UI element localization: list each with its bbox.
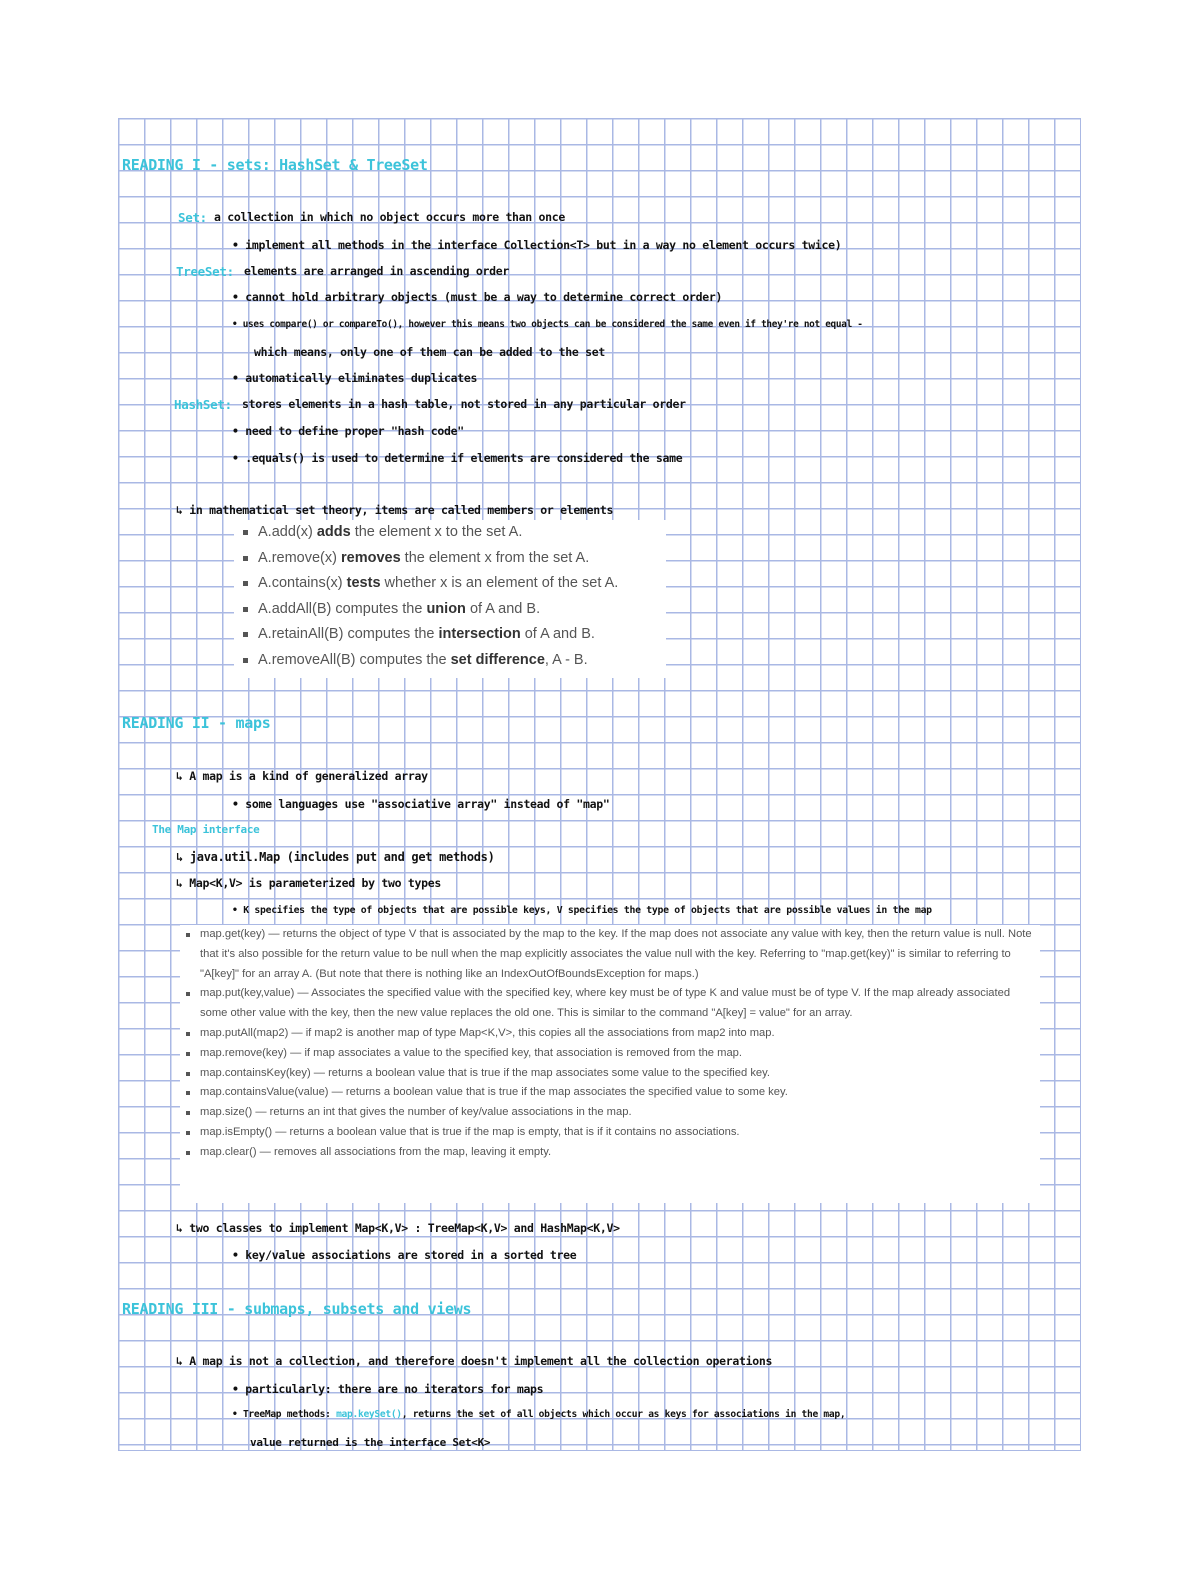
math-set-theory-note: ↳ in mathematical set theory, items are called members or elements (176, 503, 614, 517)
hashset-definition: stores elements in a hash table, not stored in any particular order (242, 397, 686, 411)
reading-2-heading: READING II - maps (122, 714, 271, 732)
set-operations-list (234, 520, 666, 678)
keyset-description: , returns the set of all objects which occur as keys for associations in the map, (401, 1409, 846, 1420)
map-interface-line-1: ↳ java.util.Map (includes put and get methods) (176, 850, 495, 864)
map-op-containsvalue: map.containsValue(value) — returns a boolean value that is true if the map associates the specified value to some key. (180, 1083, 1040, 1103)
map-op-remove: map.remove(key) — if map associates a value to the specified key, that association is removed from the map. (180, 1044, 1040, 1064)
treeset-definition: elements are arranged in ascending order (244, 264, 509, 278)
map-op-containskey: map.containsKey(key) — returns a boolean value that is true if the map associates some value to the specified key. (180, 1064, 1040, 1084)
set-op-retainall: A.retainAll(B) computes the intersection of A and B. (234, 622, 666, 648)
treeset-bullet-2: • uses compare() or compareTo(), however this means two objects can be considered the same even if they're not equal - (232, 319, 863, 330)
treeset-bullet-2-cont: which means, only one of them can be added to the set (254, 345, 606, 359)
map-interface-label: The Map interface (152, 823, 260, 836)
map-classes-bullet: • key/value associations are stored in a sorted tree (232, 1248, 577, 1262)
treeset-bullet-1: • cannot hold arbitrary objects (must be a way to determine correct order) (232, 290, 723, 304)
map-op-size: map.size() — returns an int that gives the number of key/value associations in the map. (180, 1103, 1040, 1123)
reading-3-line-1: ↳ A map is not a collection, and therefore doesn't implement all the collection operations (176, 1354, 773, 1368)
set-note: • implement all methods in the interface Collection<T> but in a way no element occurs twice) (232, 238, 842, 252)
map-intro-bullet: • some languages use "associative array" instead of "map" (232, 797, 610, 811)
reading-3-bullet-2-cont: value returned is the interface Set<K> (250, 1436, 491, 1449)
reading-3-bullet-1: • particularly: there are no iterators for maps (232, 1382, 544, 1396)
reading-3-heading: READING III - submaps, subsets and views (122, 1300, 472, 1318)
set-op-remove: A.remove(x) removes the element x from the set A. (234, 546, 666, 572)
map-classes-line: ↳ two classes to implement Map<K,V> : TreeMap<K,V> and HashMap<K,V> (176, 1221, 620, 1235)
keyset-method: map.keySet() (336, 1409, 402, 1420)
map-op-clear: map.clear() — removes all associations from the map, leaving it empty. (180, 1143, 1040, 1163)
map-op-isempty: map.isEmpty() — returns a boolean value that is true if the map is empty, that is if it contains no associations. (180, 1123, 1040, 1143)
set-op-removeall: A.removeAll(B) computes the set difference, A - B. (234, 648, 666, 674)
set-op-add: A.add(x) adds the element x to the set A. (234, 520, 666, 546)
set-op-addall: A.addAll(B) computes the union of A and B. (234, 597, 666, 623)
map-op-putall: map.putAll(map2) — if map2 is another map of type Map<K,V>, this copies all the associations from map2 into map. (180, 1024, 1040, 1044)
map-operations-list (180, 925, 1040, 1203)
treemap-methods-label: • TreeMap methods: (232, 1409, 331, 1420)
map-op-get: map.get(key) — returns the object of type V that is associated by the map to the key. If the map does not associate any value with key, then the return value is null. Note that it's also possible for the return value to be null when the map explicitly associates the value null with the key. Referring to "map.get(key)" is similar to referring to "A[key]" for an array A. (But note that there is nothing like an IndexOutOfBoundsException for maps.) (180, 925, 1040, 984)
map-op-put: map.put(key,value) — Associates the specified value with the specified key, where key must be of type K and value must be of type V. If the map already associated some other value with the key, then the new value replaces the old one. This is similar to the command "A[key] = value" for an array. (180, 984, 1040, 1024)
hashset-label: HashSet: (174, 397, 232, 412)
treeset-bullet-3: • automatically eliminates duplicates (232, 371, 478, 385)
map-interface-line-3: • K specifies the type of objects that are possible keys, V specifies the type of objects that are possible values in the map (232, 905, 932, 916)
reading-3-bullet-2 (232, 1410, 845, 1420)
hashset-bullet-2: • .equals() is used to determine if elements are considered the same (232, 451, 683, 465)
set-definition: a collection in which no object occurs more than once (214, 210, 566, 224)
map-interface-line-2: ↳ Map<K,V> is parameterized by two types (176, 876, 441, 890)
set-label: Set: (178, 210, 207, 225)
map-intro: ↳ A map is a kind of generalized array (176, 769, 428, 783)
reading-1-heading: READING I - sets: HashSet & TreeSet (122, 156, 428, 174)
set-op-contains: A.contains(x) tests whether x is an element of the set A. (234, 571, 666, 597)
hashset-bullet-1: • need to define proper "hash code" (232, 424, 464, 438)
treeset-label: TreeSet: (176, 264, 234, 279)
